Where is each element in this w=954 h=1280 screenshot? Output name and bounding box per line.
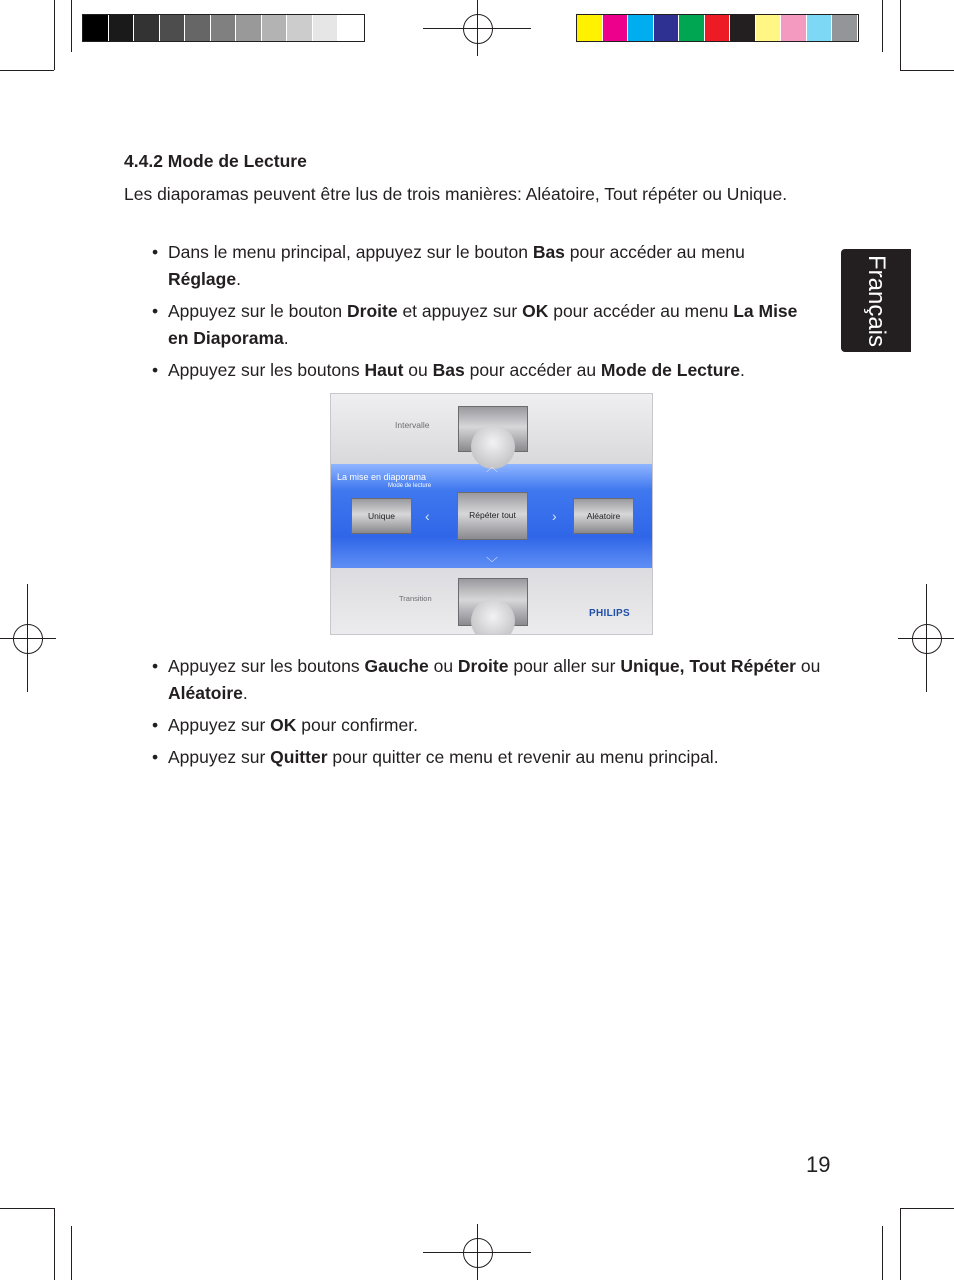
bold-term: Droite	[457, 656, 509, 676]
crop-mark	[900, 1208, 954, 1209]
brand-logo: PHILIPS	[589, 608, 630, 619]
text-run: ou	[403, 360, 433, 380]
registration-mark	[926, 584, 927, 692]
interval-tile	[458, 406, 528, 452]
color-swatch	[654, 15, 680, 41]
color-swatch	[262, 15, 288, 41]
option-unique-label: Unique	[368, 511, 395, 521]
language-tab-label: Français	[863, 254, 890, 347]
color-swatch	[313, 15, 339, 41]
crop-mark	[54, 1208, 55, 1280]
text-run: ou	[796, 656, 821, 676]
color-swatch	[109, 15, 135, 41]
bold-term: Unique, Tout Répéter	[620, 656, 796, 676]
registration-mark	[13, 624, 43, 654]
bold-term: Bas	[532, 242, 565, 262]
color-swatch	[338, 15, 364, 41]
list-item	[152, 712, 822, 739]
text-run: .	[283, 328, 289, 348]
gray-swatch-bar	[82, 14, 365, 42]
option-random[interactable]	[573, 498, 634, 534]
bullet-marker: •	[152, 360, 159, 380]
color-swatch	[730, 15, 756, 41]
text-run: pour confirmer.	[296, 715, 418, 735]
color-swatch	[577, 15, 603, 41]
menu-subtitle: Mode de lecture	[388, 483, 432, 489]
color-swatch	[628, 15, 654, 41]
chevron-right-icon: ›	[552, 508, 557, 524]
bold-term: OK	[522, 301, 549, 321]
crop-mark	[882, 0, 883, 52]
registration-mark	[463, 14, 493, 44]
text-run: pour aller sur	[508, 656, 621, 676]
text-run: .	[242, 683, 248, 703]
option-random-label: Aléatoire	[586, 511, 621, 521]
registration-mark	[912, 624, 942, 654]
bullet-marker: •	[152, 242, 159, 262]
crop-mark	[882, 1226, 883, 1280]
transition-label: Transition	[399, 594, 432, 603]
bold-term: Droite	[347, 301, 398, 321]
option-unique[interactable]	[351, 498, 412, 534]
bullet-marker: •	[152, 301, 159, 321]
color-swatch	[679, 15, 705, 41]
text-run: pour quitter ce menu et revenir au menu principal.	[327, 747, 719, 767]
text-run: Appuyez sur les boutons	[168, 360, 365, 380]
option-repeat-all-label: Répéter tout	[469, 510, 516, 520]
instruction-list-top	[152, 239, 822, 389]
bullet-marker: •	[152, 715, 159, 735]
language-tab	[841, 249, 911, 352]
menu-screenshot	[330, 393, 653, 635]
bold-term: Mode de Lecture	[600, 360, 740, 380]
color-swatch	[236, 15, 262, 41]
crop-mark	[0, 70, 54, 71]
crop-mark	[71, 1226, 72, 1280]
option-repeat-all[interactable]	[457, 492, 528, 540]
chevron-up-icon: ︿	[486, 460, 499, 474]
text-run: pour accéder au menu	[564, 242, 745, 262]
text-run: .	[739, 360, 745, 380]
registration-mark	[27, 584, 28, 692]
intro-paragraph: Les diaporamas peuvent être lus de trois manières: Aléatoire, Tout répéter ou Unique.	[124, 184, 788, 204]
color-swatch	[832, 15, 858, 41]
instruction-list-bottom	[152, 653, 822, 776]
bullet-marker: •	[152, 656, 159, 676]
text-run: pour accéder au menu	[548, 301, 734, 321]
crop-mark	[54, 0, 55, 70]
color-swatch	[287, 15, 313, 41]
color-swatch-bar	[576, 14, 859, 42]
crop-mark	[900, 1208, 901, 1280]
text-run: .	[236, 269, 241, 289]
crop-mark	[0, 1208, 54, 1209]
text-run: Appuyez sur	[168, 747, 271, 767]
registration-mark	[463, 1238, 493, 1268]
crop-mark	[71, 0, 72, 52]
list-item	[152, 653, 822, 707]
text-run: Dans le menu principal, appuyez sur le bouton	[168, 242, 533, 262]
list-item	[152, 298, 822, 352]
color-swatch	[160, 15, 186, 41]
color-swatch	[83, 15, 109, 41]
interval-label: Intervalle	[395, 420, 430, 430]
page-number: 19	[806, 1152, 831, 1177]
color-swatch	[603, 15, 629, 41]
crop-mark	[900, 70, 954, 71]
list-item	[152, 357, 822, 384]
dial-icon	[471, 599, 515, 635]
list-item	[152, 239, 822, 293]
bold-term: Bas	[432, 360, 465, 380]
bold-term: Quitter	[270, 747, 328, 767]
bold-term: Haut	[364, 360, 404, 380]
chevron-down-icon: ﹀	[486, 556, 499, 570]
text-run: pour accéder au	[464, 360, 601, 380]
color-swatch	[185, 15, 211, 41]
list-item	[152, 744, 822, 771]
chevron-left-icon: ‹	[425, 508, 430, 524]
color-swatch	[756, 15, 782, 41]
text-run: et appuyez sur	[397, 301, 523, 321]
color-swatch	[807, 15, 833, 41]
bold-term: Aléatoire	[168, 683, 243, 703]
color-swatch	[705, 15, 731, 41]
text-run: ou	[428, 656, 458, 676]
menu-title: La mise en diaporama	[337, 472, 427, 482]
color-swatch	[134, 15, 160, 41]
registration-mark	[477, 0, 478, 56]
registration-mark	[0, 638, 56, 639]
bold-term: OK	[270, 715, 297, 735]
bold-term: Gauche	[364, 656, 429, 676]
registration-mark	[477, 1224, 478, 1280]
crop-mark	[900, 0, 901, 70]
text-run: Appuyez sur	[168, 715, 271, 735]
text-run: Appuyez sur les boutons	[168, 656, 365, 676]
color-swatch	[211, 15, 237, 41]
bold-term: La Mise en Diaporama	[168, 301, 798, 348]
transition-tile	[458, 578, 528, 626]
text-run: Appuyez sur le bouton	[168, 301, 348, 321]
bullet-marker: •	[152, 747, 159, 767]
color-swatch	[781, 15, 807, 41]
bold-term: Réglage	[168, 269, 237, 289]
section-heading: 4.4.2 Mode de Lecture	[124, 151, 307, 171]
